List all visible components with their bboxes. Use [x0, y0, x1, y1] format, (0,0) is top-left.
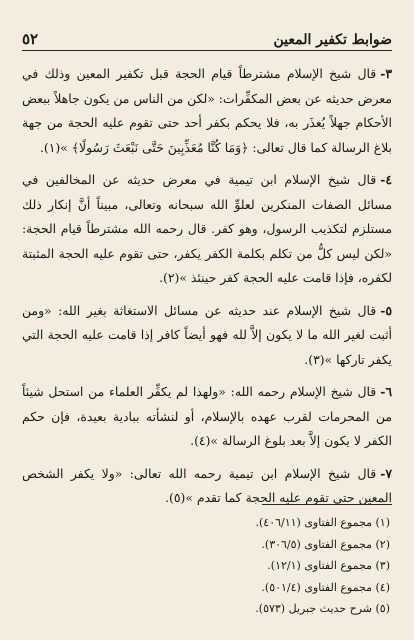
header-divider — [22, 50, 392, 51]
footnote: (٢) مجموع الفتاوى (٣٠٦/٥). — [261, 537, 390, 551]
paragraph-text: قال شيخ الإسلام عند حديثه عن مسائل الاستغاثة بغير الله: «ومن أثبت لغير الله ما لا يكون إلاَّ لله فهو أيضاً كافر إذا قامت عليه الحجة التي يكفر تاركها »(٣). — [22, 302, 392, 367]
body-text — [22, 62, 392, 519]
paragraph — [22, 168, 392, 291]
paragraph-text: قال شيخ الإسلام مشترطاً قيام الحجة قبل تكفير المعين وذلك في معرض حديثه عن بعض المكفِّرات: «لكن من الناس من يكون جاهلاً ببعض الأحكام جهلاً يُعذَر به، فلا يحكم بكفر أحد حتى تقوم عليه الحجة من جهة بلاغ الرسالة كما قال تعالى: ﴿وَمَا كُنَّا مُعَذِّبِينَ حَتَّى نَبْعَثَ رَسُولًا﴾ »(١). — [22, 66, 392, 155]
paragraph-number: ٧- — [380, 465, 392, 481]
footnote: (١) مجموع الفتاوى (٤٠٦/١١). — [255, 516, 390, 529]
page-header — [22, 22, 392, 48]
paragraph-text: قال شيخ الإسلام ابن تيمية رحمه الله تعالى: «ولا يكفر الشخص المعين حتى تقوم عليه الحجة كما تقدم »(٥). — [22, 465, 392, 505]
footnotes — [22, 512, 390, 620]
footnote: (٥) شرح حديث جبريل (٥٧٣). — [255, 602, 390, 615]
footnote: (٣) مجموع الفتاوى (١٢/١). — [267, 559, 390, 572]
paragraph — [22, 380, 392, 454]
paragraph-number: ٦- — [380, 384, 392, 399]
paragraph-number: ٣- — [380, 66, 392, 81]
paragraph — [22, 62, 392, 160]
paragraph — [22, 299, 392, 373]
page-number: ٥٢ — [22, 30, 39, 48]
footnote: (٤) مجموع الفتاوى (٥٠١/٤). — [261, 580, 390, 594]
paragraph-text: قال شيخ الإسلام رحمه الله: «ولهذا لم يكفِّر العلماء من استحل شيئاً من المحرمات لقرب عهده بالإسلام، أو لنشأته ببادية بعيدة، فإن حكم الكفر لا يكون إلاَّ بعد بلوغ الرسالة »(٤). — [22, 384, 392, 448]
paragraph-text: قال شيخ الإسلام ابن تيمية في معرض حديثه عن المخالفين في مسائل الصفات المنكرين لعلوِّ الله سبحانه وتعالى، مبيناً أنَّ إنكار ذلك مستلزم لتكذيب الرسول، وهو كفر. قال رحمه الله مشترطاً قيام الحجة: «لكن ليس كلُّ من تكلم بكلمة الكفر يكفر، حتى تقوم عليه الحجة المثبتة لكفره، فإذا قامت عليه الحجة كفر حينئذ »(٢). — [22, 172, 392, 285]
running-title: ضوابط تكفير المعين — [273, 32, 392, 48]
paragraph-number: ٥- — [380, 302, 392, 318]
paragraph-number: ٤- — [380, 172, 392, 187]
footnote-divider — [262, 504, 392, 505]
